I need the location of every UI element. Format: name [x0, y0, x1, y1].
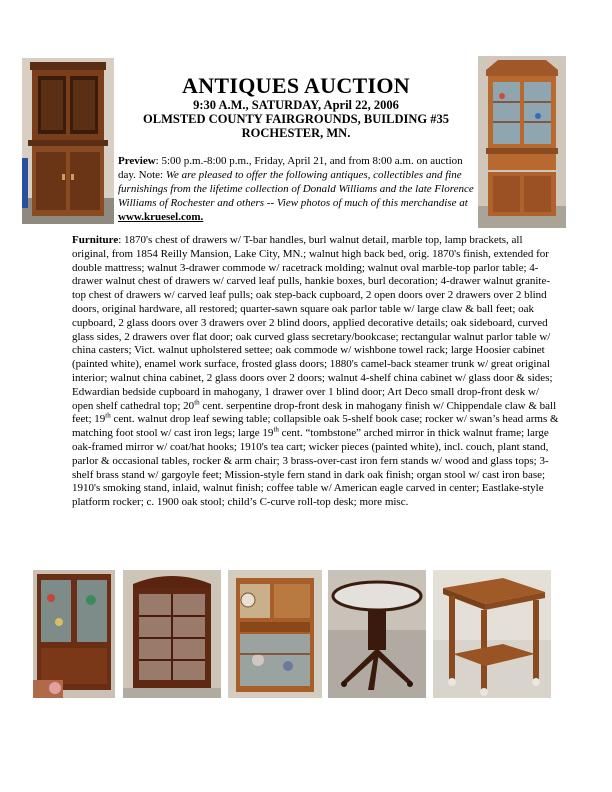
furniture-text-part-4: cent. “tombstone” arched mirror in thick walnut frame; large oak-framed mirror w/ coat/hat hooks; 1910's tea cart; wicker pieces (painted white), incl. couch, plant stand, parlor & occasional tables, rocker & arm chair; 3 brass-over-cast iron fern stands w/ wood and glass tops; 3-shelf brass stand w/ gargoyle feet; Mission-style fern stand in dark oak finish; organ stool w/ cast iron base; 1910's smoking stand, inlaid, walnut finish; coffee table w/ American eagle carved in center; Eastlake-style platform rocker; c. 1900 oak stool; child’s C-curve roll-top desk; more misc. — [72, 427, 549, 509]
furniture-label: Furniture — [72, 234, 119, 246]
ordinal-suffix: th — [273, 425, 279, 434]
auction-date-time: 9:30 A.M., SATURDAY, April 22, 2006 — [193, 98, 399, 112]
website-link[interactable]: www.kruesel.com. — [118, 211, 204, 223]
auction-city: ROCHESTER, MN. — [241, 126, 351, 140]
preview-label: Preview — [118, 155, 156, 167]
preview-paragraph — [118, 154, 474, 224]
auction-venue: OLMSTED COUNTY FAIRGROUNDS, BUILDING #35 — [143, 112, 449, 126]
photo-oak-curved-glass-secretary — [228, 570, 322, 698]
furniture-text-part-1: : 1870's chest of drawers w/ T-bar handles, burl walnut detail, marble top, lamp brackets, all original, from 1854 Reilly Mansion, Lake City, MN.; walnut high back bed, orig. 1870's finish, extended for double mattress; walnut 3-drawer commode w/ racetrack molding; walnut oval marble-top parlor table; 4-drawer walnut chest of drawers w/ carved leaf pulls, hankie boxes, burl decoration; 4-drawer walnut granite-top chest of drawers w/ carved leaf pulls; oak step-back cupboard, 2 open doors over 2 drawers over 2 blind doors, original hardware, all restored; quarter-sawn square oak parlor table w/ large claw & ball feet; oak cupboard, 2 glass doors over 3 drawers over 2 blind doors, applied decorative details; oak sideboard, curved glass sides, 2 drawers over flat door; oak curved glass secretary/bookcase; rectangular walnut parlor table w/ china casters; Vict. walnut upholstered settee; oak commode w/ wishbone towel rack; large Hoosier cabinet (painted white), enamel work surface, frosted glass doors; 1880's camel-back steamer trunk w/ great original interior; walnut china cabinet, 2 glass doors over 2 doors; walnut 4-shelf china cabinet w/ glass door & sides; Edwardian bedside cupboard in mahogany, 1 drawer over 1 blind door; Art Deco small drop-front desk w/ open shelf cathedral top; 20 — [72, 234, 553, 412]
preview-note: We are pleased to offer the following antiques, collectibles and fine furnishings from the lifetime collection of Donald Williams and the late Florence Williams of Rochester and others -- View photos of much of this merchandise at — [118, 169, 474, 209]
photo-oak-glass-door-cupboard — [478, 56, 566, 228]
photo-oak-step-back-cupboard — [22, 58, 114, 224]
photo-square-oak-parlor-table — [433, 570, 551, 698]
ordinal-suffix: th — [194, 397, 200, 406]
furniture-text-part-3: cent. walnut drop leaf sewing table; collapsible oak 5-shelf book case; rocker w/ swan’s head arms & matching foot stool w/ cast iron legs; large 19 — [72, 413, 559, 440]
photo-walnut-china-cabinet — [33, 570, 115, 698]
furniture-list-paragraph — [72, 234, 559, 510]
preview-schedule: : 5:00 p.m.-8:00 p.m., Friday, April 21, and from 8:00 a.m. on auction day. Note: — [118, 155, 463, 181]
furniture-text-part-2: cent. serpentine drop-front desk in mahogany finish w/ Chippendale claw & ball feet; 19 — [72, 399, 557, 426]
auction-header — [118, 74, 474, 140]
photo-marble-top-parlor-table — [328, 570, 426, 698]
auction-title: ANTIQUES AUCTION — [182, 73, 410, 98]
photo-walnut-four-shelf-cabinet — [123, 570, 221, 698]
ordinal-suffix: th — [105, 411, 111, 420]
